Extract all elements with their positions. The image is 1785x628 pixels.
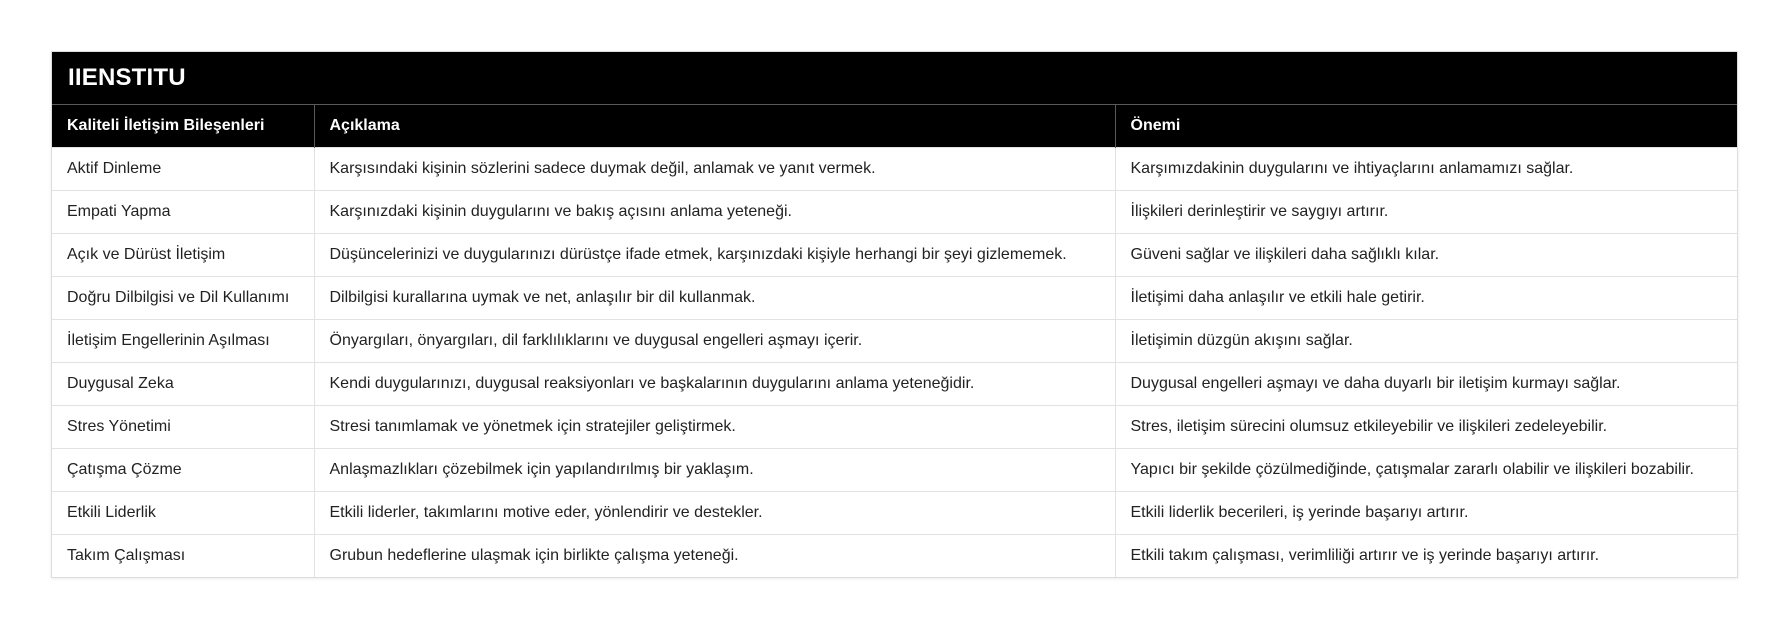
column-header-description: Açıklama <box>314 105 1115 147</box>
cell-component: Takım Çalışması <box>52 534 314 577</box>
cell-component: Empati Yapma <box>52 190 314 233</box>
cell-importance: Karşımızdakinin duygularını ve ihtiyaçlarını anlamamızı sağlar. <box>1115 147 1737 190</box>
table-row <box>52 233 1737 276</box>
cell-component: Doğru Dilbilgisi ve Dil Kullanımı <box>52 276 314 319</box>
column-header-component: Kaliteli İletişim Bileşenleri <box>52 105 314 147</box>
table-row <box>52 405 1737 448</box>
cell-component: Duygusal Zeka <box>52 362 314 405</box>
cell-component: Çatışma Çözme <box>52 448 314 491</box>
table-row <box>52 534 1737 577</box>
cell-description: Önyargıları, önyargıları, dil farklılıklarını ve duygusal engelleri aşmayı içerir. <box>314 319 1115 362</box>
cell-component: İletişim Engellerinin Aşılması <box>52 319 314 362</box>
cell-importance: Duygusal engelleri aşmayı ve daha duyarlı bir iletişim kurmayı sağlar. <box>1115 362 1737 405</box>
cell-description: Karşınızdaki kişinin duygularını ve bakış açısını anlama yeteneği. <box>314 190 1115 233</box>
cell-description: Grubun hedeflerine ulaşmak için birlikte çalışma yeteneği. <box>314 534 1115 577</box>
column-header-importance: Önemi <box>1115 105 1737 147</box>
communication-table <box>51 51 1738 578</box>
cell-description: Kendi duygularınızı, duygusal reaksiyonları ve başkalarının duygularını anlama yeteneğidir. <box>314 362 1115 405</box>
table-row <box>52 190 1737 233</box>
data-table <box>52 105 1737 577</box>
cell-importance: Etkili liderlik becerileri, iş yerinde başarıyı artırır. <box>1115 491 1737 534</box>
table-row <box>52 362 1737 405</box>
table-row <box>52 491 1737 534</box>
brand-title: IIENSTITU <box>52 52 1737 105</box>
cell-component: Açık ve Dürüst İletişim <box>52 233 314 276</box>
cell-importance: Etkili takım çalışması, verimliliği artırır ve iş yerinde başarıyı artırır. <box>1115 534 1737 577</box>
cell-component: Stres Yönetimi <box>52 405 314 448</box>
cell-importance: İlişkileri derinleştirir ve saygıyı artırır. <box>1115 190 1737 233</box>
cell-description: Karşısındaki kişinin sözlerini sadece duymak değil, anlamak ve yanıt vermek. <box>314 147 1115 190</box>
header-row <box>52 105 1737 147</box>
cell-description: Stresi tanımlamak ve yönetmek için stratejiler geliştirmek. <box>314 405 1115 448</box>
cell-component: Aktif Dinleme <box>52 147 314 190</box>
cell-importance: Yapıcı bir şekilde çözülmediğinde, çatışmalar zararlı olabilir ve ilişkileri bozabilir. <box>1115 448 1737 491</box>
table-row <box>52 448 1737 491</box>
table-row <box>52 276 1737 319</box>
cell-importance: İletişimin düzgün akışını sağlar. <box>1115 319 1737 362</box>
table-row <box>52 147 1737 190</box>
cell-component: Etkili Liderlik <box>52 491 314 534</box>
cell-description: Dilbilgisi kurallarına uymak ve net, anlaşılır bir dil kullanmak. <box>314 276 1115 319</box>
cell-importance: İletişimi daha anlaşılır ve etkili hale getirir. <box>1115 276 1737 319</box>
cell-description: Anlaşmazlıkları çözebilmek için yapılandırılmış bir yaklaşım. <box>314 448 1115 491</box>
table-row <box>52 319 1737 362</box>
cell-description: Düşüncelerinizi ve duygularınızı dürüstçe ifade etmek, karşınızdaki kişiyle herhangi bir şeyi gizlememek. <box>314 233 1115 276</box>
cell-importance: Stres, iletişim sürecini olumsuz etkileyebilir ve ilişkileri zedeleyebilir. <box>1115 405 1737 448</box>
cell-importance: Güveni sağlar ve ilişkileri daha sağlıklı kılar. <box>1115 233 1737 276</box>
cell-description: Etkili liderler, takımlarını motive eder, yönlendirir ve destekler. <box>314 491 1115 534</box>
